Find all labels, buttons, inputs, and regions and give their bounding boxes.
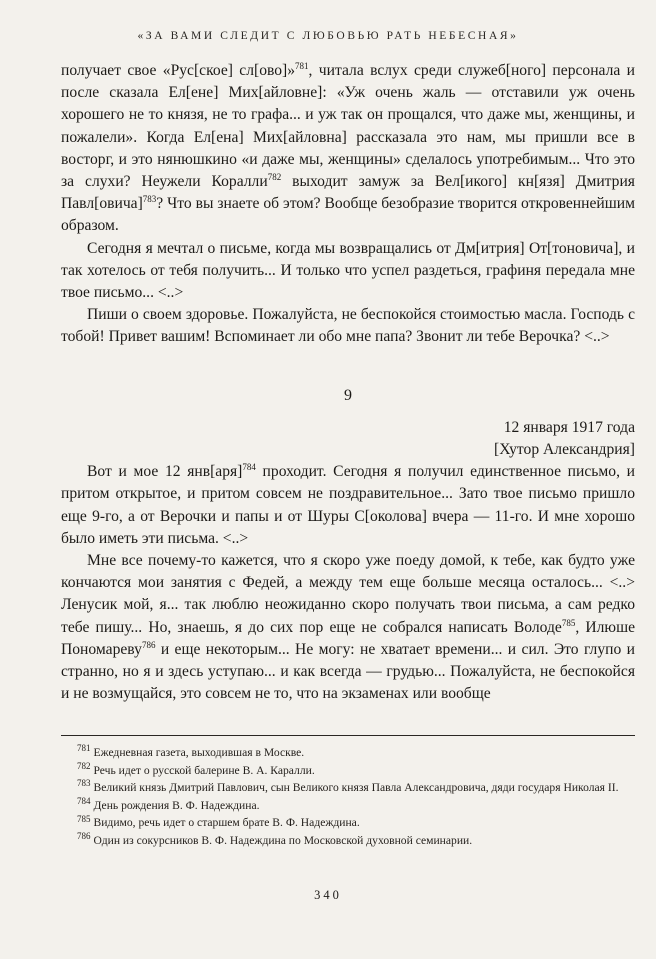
paragraph: Мне все почему-то кажется, что я скоро уже поеду домой, к тебе, как будто уже кончаются мои занятия с Федей, а между тем еще больше месяца осталось... <..> Ленусик мой, я... так люблю неожиданно скоро получать твои письма, а сам редко тебе пишу... Но, знаешь, я до сих пор еще не собрался написать Володе$^{785}$, Илюше Пономареву$^{786}$ и еще некоторым... Не могу: не хватает времени... и сил. Это глупо и странно, но я и здесь уступаю... и как всегда — грудью... Пожалуйста, не беспокойся и не возмущайся, это совсем не то, что на экзаменах или вообще — [61, 552, 635, 703]
footnote: $^{781}$ Ежедневная газета, выходившая в Москве. — [77, 743, 305, 759]
footnote-ref[interactable]: 781 — [295, 60, 309, 71]
paragraph: получает свое «Рус[ское] сл[ово]»$^{781}$, читала вслух среди служеб[ного] персонала и после сказала Ел[ене] Мих[айловне]: «Уж очень жаль — отставили уж очень хорошего не то князя, не то графа... и уж так он прощался, что даже мы, женщины, и пожалели». Когда Ел[ена] Мих[айловна] рассказала это нам, мы пришли все в восторг, и это нянюшкино «и даже мы, женщины» сделалось употребимым... Что это за слухи? Неужели Коралли$^{782}$ выходит замуж за Вел[икого] кн[язя] Дмитрия Павл[овича]$^{783}$? Что вы знаете об этом? Вообще безобразие творится откровеннейшим образом. — [61, 60, 635, 235]
footnote-ref[interactable]: 783 — [142, 194, 157, 205]
letter-place: [Хутор Александрия] — [494, 441, 635, 459]
footnotes — [77, 744, 637, 850]
footnote-ref[interactable]: 786 — [141, 639, 156, 650]
page-number: 340 — [314, 888, 342, 902]
running-header: «ЗА ВАМИ СЛЕДИТ С ЛЮБОВЬЮ РАТЬ НЕБЕСНАЯ» — [137, 30, 519, 42]
footnote: $^{784}$ День рождения В. Ф. Надеждина. — [77, 795, 260, 812]
footnote: $^{786}$ Один из сокурсников В. Ф. Надеждина по Московской духовной семинарии. — [77, 831, 473, 847]
paragraph: Вот и мое 12 янв[аря]$^{784}$ проходит. Сегодня я получил единственное письмо, и притом открытое, и притом совсем не поздравительное... Зато твое письмо пришло еще 9-го, а от Верочки и папы и от Шуры С[околова] вчера — 11-го. И мне хорошо было иметь эти письма. <..> — [61, 462, 635, 547]
paragraph: Пиши о своем здоровье. Пожалуйста, не беспокойся стоимостью масла. Господь с тобой! Привет вашим! Вспоминает ли обо мне папа? Звонит ли тебе Верочка? <..> — [61, 306, 635, 346]
footnote: $^{785}$ Видимо, речь идет о старшем брате В. Ф. Надеждина. — [77, 813, 360, 830]
main-text — [61, 60, 635, 705]
letter-date: 12 января 1917 года — [503, 418, 635, 436]
footnote: $^{783}$ Великий князь Дмитрий Павлович, сын Великого князя Павла Александровича, дяди государя Николая II. — [77, 778, 619, 795]
footnote: $^{782}$ Речь идет о русской балерине В. А. Каралли. — [77, 760, 315, 777]
footnote-ref[interactable]: 784 — [242, 462, 256, 473]
paragraph: Сегодня я мечтал о письме, когда мы возвращались от Дм[итрия] От[тоновича], и так хотелось от тебя получить... И только что успел раздеться, графиня передала мне твое письмо... <..> — [61, 239, 635, 302]
letter-number: 9 — [344, 386, 352, 404]
footnote-ref[interactable]: 785 — [561, 617, 576, 628]
footnote-ref[interactable]: 782 — [267, 171, 282, 182]
footnote-divider — [61, 735, 635, 736]
